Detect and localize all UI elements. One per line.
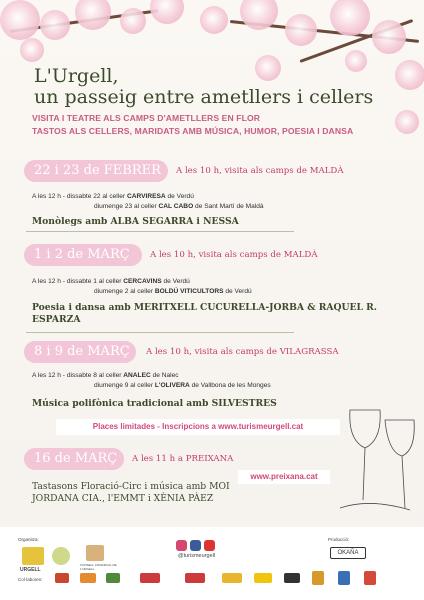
urgell-logo-text: URGELL <box>20 567 41 573</box>
event-visit-3: A les 10 h, visita als camps de VILAGRASSA <box>146 347 339 357</box>
col-laboren-label: Col·laboren: <box>18 577 43 582</box>
event-show-2: Poesia i dansa amb MERITXELL CUCURELLA-JORBA & RAQUEL R. ESPARZA <box>32 302 378 325</box>
subtitle-line-1: VISITA I TEATRE ALS CAMPS D'AMETLLERS EN FLOR <box>32 113 261 123</box>
consell-logo-text: CONSELL COMARCAL DE L'URGELL <box>80 563 117 571</box>
partner-logo <box>80 573 96 583</box>
partner-logo <box>254 573 272 583</box>
produccio-label: Producció: <box>328 537 350 542</box>
wine-glasses-illustration <box>330 390 420 520</box>
partner-logo <box>140 573 160 583</box>
event-date-2: 1 i 2 de MARÇ <box>24 244 142 266</box>
title-line-2: un passeig entre ametllers i cellers <box>34 86 374 108</box>
event-date-3: 8 i 9 de MARÇ <box>24 341 136 363</box>
partner-logo <box>106 573 120 583</box>
event-date-1: 22 i 23 de FEBRER <box>24 160 168 182</box>
partner-logo <box>284 573 300 583</box>
partner-logo <box>185 573 205 583</box>
subtitle-line-2: TASTOS ALS CELLERS, MARIDATS AMB MÚSICA, HUMOR, POESIA I DANSA <box>32 126 354 136</box>
instagram-icon[interactable] <box>176 540 187 551</box>
subtitle <box>32 112 353 138</box>
partner-logo <box>55 573 69 583</box>
partner-logo <box>222 573 242 583</box>
facebook-icon[interactable] <box>190 540 201 551</box>
consell-logo <box>86 545 104 561</box>
production-logo: OKAÑA <box>330 547 366 559</box>
event-show-3: Música polifònica tradicional amb SILVESTRES <box>32 398 277 409</box>
title-line-1: L'Urgell, <box>34 65 119 87</box>
divider <box>26 231 294 232</box>
event-detail-2b: diumenge 2 al celler BOLDÚ VITICULTORS de Verdú <box>94 288 252 295</box>
event-show-4: Tastasons Floració-Circ i música amb MOI JORDANA CIA., l'EMMT i XÈNIA PÀEZ <box>32 481 230 504</box>
org-logo <box>52 547 70 565</box>
partner-logo <box>364 571 376 585</box>
event-date-4: 16 de MARÇ <box>24 448 124 470</box>
preixana-site: www.preixana.cat <box>238 470 330 484</box>
event-visit-1: A les 10 h, visita als camps de MALDÀ <box>176 166 344 176</box>
social-handle: @turismeurgell <box>178 553 216 559</box>
event-detail-3b: diumenge 9 al celler L'OLIVERA de Vallbona de les Monges <box>94 382 271 389</box>
divider <box>26 332 294 333</box>
event-detail-3a: A les 12 h - dissabte 8 al celler ANALEC de Nalec <box>32 372 179 379</box>
partner-logo <box>338 571 350 585</box>
event-detail-1a: A les 12 h - dissabte 22 al celler CARVIRESA de Verdú <box>32 193 194 200</box>
youtube-icon[interactable] <box>204 540 215 551</box>
event-detail-1b: diumenge 23 al celler CAL CABO de Sant Martí de Maldà <box>94 203 264 210</box>
partner-logo <box>312 571 324 585</box>
footer <box>0 527 424 600</box>
event-show-1: Monòlegs amb ALBA SEGARRA i NESSA <box>32 216 239 227</box>
registration-banner: Places limitades - Inscripcions a www.turismeurgell.cat <box>56 419 340 435</box>
event-visit-2: A les 10 h, visita als camps de MALDÀ <box>150 250 318 260</box>
event-visit-4: A les 11 h a PREIXANA <box>132 454 234 464</box>
urgell-logo <box>22 547 44 565</box>
event-detail-2a: A les 12 h - dissabte 1 al celler CERCAVINS de Verdú <box>32 278 190 285</box>
page-title <box>34 66 404 108</box>
organitza-label: Organitza: <box>18 537 39 542</box>
